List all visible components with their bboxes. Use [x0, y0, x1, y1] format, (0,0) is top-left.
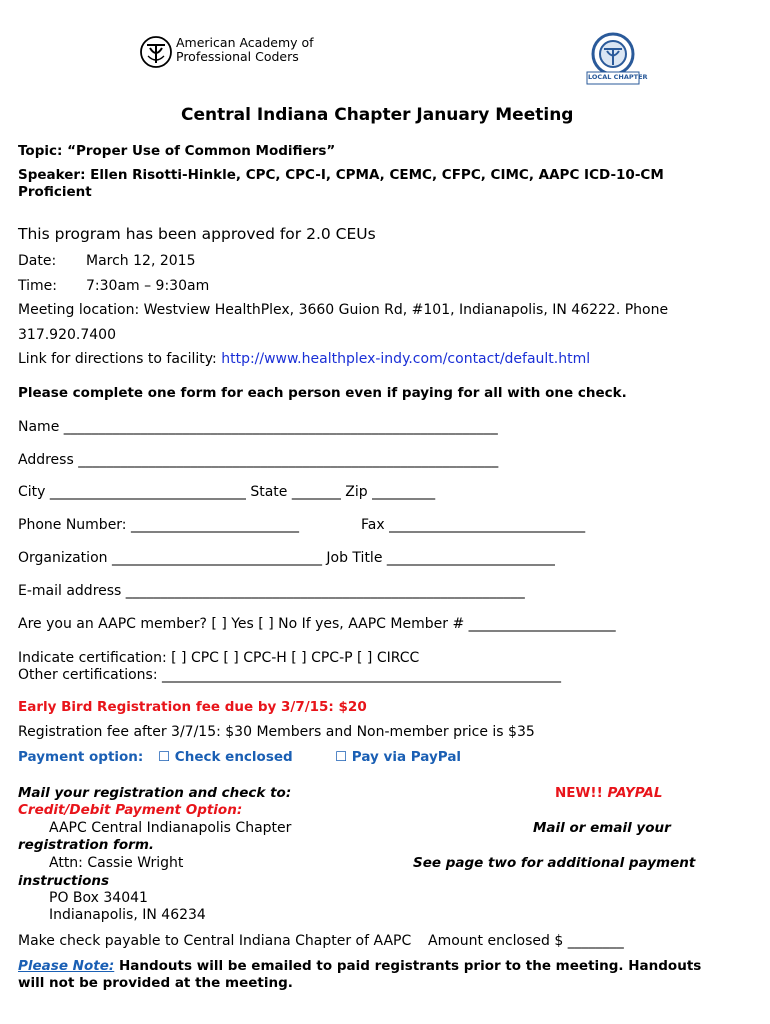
amount-enclosed-field[interactable]: Amount enclosed $ ________: [428, 933, 624, 949]
time-label: Time:: [18, 278, 57, 294]
certification-field[interactable]: Indicate certification: [ ] CPC [ ] CPC-H [ ] CPC-P [ ] CIRCC: [18, 650, 420, 666]
mail-heading: Mail your registration and check to:: [18, 785, 292, 801]
aapc-member-field[interactable]: Are you an AAPC member? [ ] Yes [ ] No If yes, AAPC Member # _____________________: [18, 616, 616, 632]
address-field[interactable]: Address ____________________________________________________________: [18, 452, 499, 468]
page-title: Central Indiana Chapter January Meeting: [181, 105, 574, 125]
note-label: Please Note:: [18, 958, 115, 974]
directions-link[interactable]: http://www.healthplex-indy.com/contact/default.html: [221, 351, 591, 367]
time-value: 7:30am – 9:30am: [86, 278, 210, 294]
mail-or-email-text: Mail or email your: [533, 820, 671, 836]
organization-jobtitle-field[interactable]: Organization ______________________________ Job Title ________________________: [18, 550, 555, 566]
name-field[interactable]: Name ______________________________________________________________: [18, 419, 498, 435]
registration-fee: Registration fee after 3/7/15: $30 Members and Non-member price is $35: [18, 724, 535, 740]
new-paypal: [555, 785, 662, 801]
directions-line: [18, 351, 590, 367]
mail-attn: Attn: Cassie Wright: [49, 855, 184, 871]
see-page-two-text: See page two for additional payment: [413, 855, 696, 871]
registration-form-text: registration form.: [18, 837, 155, 853]
instructions-text: instructions: [18, 873, 109, 889]
ceu-text: This program has been approved for 2.0 CEUs: [18, 225, 376, 243]
paypal-checkbox[interactable]: ☐ Pay via PayPal: [335, 749, 462, 765]
email-field[interactable]: E-mail address _________________________________________________________: [18, 583, 525, 599]
mail-po: PO Box 34041: [49, 890, 148, 906]
payable-to: Make check payable to Central Indiana Chapter of AAPC: [18, 933, 412, 949]
location-line-2: 317.920.7400: [18, 327, 116, 343]
date-value: March 12, 2015: [86, 253, 196, 269]
directions-label: Link for directions to facility:: [18, 351, 222, 367]
note-line-1: [18, 958, 701, 974]
form-instruction: Please complete one form for each person even if paying for all with one check.: [18, 385, 627, 401]
local-chapter-logo: [585, 32, 648, 86]
note-line-2: will not be provided at the meeting.: [18, 975, 293, 991]
mail-city: Indianapolis, IN 46234: [49, 907, 206, 923]
topic: Topic: “Proper Use of Common Modifiers”: [18, 143, 336, 159]
aapc-logo: [138, 33, 314, 71]
date-label: Date:: [18, 253, 57, 269]
new-label: NEW!!: [555, 785, 608, 801]
speaker-line-1: Speaker: Ellen Risotti-Hinkle, CPC, CPC-I, CPMA, CEMC, CFPC, CIMC, AAPC ICD-10-CM: [18, 167, 664, 183]
aapc-emblem-icon: [138, 34, 174, 70]
phone-field[interactable]: Phone Number: ________________________: [18, 517, 299, 533]
logo-line-1: American Academy of: [176, 35, 314, 50]
check-enclosed-checkbox[interactable]: ☐ Check enclosed: [158, 749, 293, 765]
city-state-zip-field[interactable]: City ____________________________ State _______ Zip _________: [18, 484, 436, 500]
early-bird-fee: Early Bird Registration fee due by 3/7/15: $20: [18, 699, 367, 715]
paypal-label: PAYPAL: [607, 785, 663, 801]
speaker-line-2: Proficient: [18, 184, 92, 200]
other-certifications-field[interactable]: Other certifications: _________________________________________________________: [18, 667, 562, 683]
local-chapter-label: LOCAL CHAPTER: [588, 73, 648, 81]
credit-option: Credit/Debit Payment Option:: [18, 802, 243, 818]
payment-option-label: Payment option:: [18, 749, 144, 765]
note-text-1: Handouts will be emailed to paid registrants prior to the meeting. Handouts: [114, 958, 702, 974]
logo-line-2: Professional Coders: [176, 49, 299, 64]
location-line-1: Meeting location: Westview HealthPlex, 3660 Guion Rd, #101, Indianapolis, IN 46222. Phone: [18, 302, 669, 318]
fax-field[interactable]: Fax ____________________________: [361, 517, 586, 533]
mail-org: AAPC Central Indianapolis Chapter: [49, 820, 292, 836]
